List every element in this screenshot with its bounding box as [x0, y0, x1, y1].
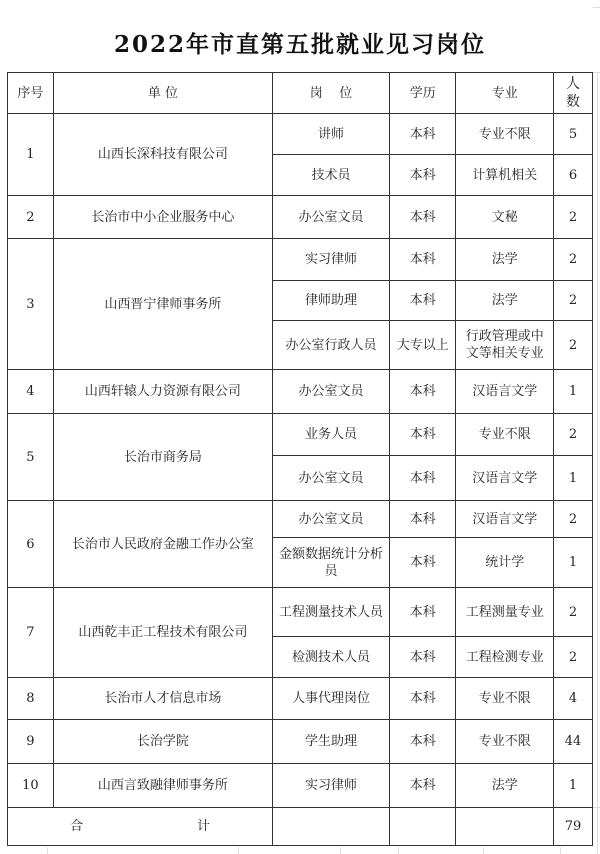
cell-position: 工程测量技术人员	[272, 588, 389, 637]
gridline	[560, 847, 561, 854]
cell-position: 检测技术人员	[272, 637, 389, 678]
cell-education: 本科	[389, 281, 456, 321]
gridline	[483, 847, 484, 854]
table-row	[8, 114, 593, 155]
cell-major: 工程检测专业	[456, 637, 554, 678]
cell-count: 1	[553, 370, 592, 414]
cell-seq: 3	[8, 239, 54, 370]
gridline	[398, 847, 399, 854]
table-row	[8, 196, 593, 239]
cell-major: 法学	[456, 239, 554, 281]
cell-education: 本科	[389, 456, 456, 501]
cell-major: 统计学	[456, 538, 554, 588]
cell-unit: 长治市人民政府金融工作办公室	[53, 501, 272, 588]
cell-position: 学生助理	[272, 720, 389, 764]
cell-major: 汉语言文学	[456, 456, 554, 501]
cell-seq: 4	[8, 370, 54, 414]
cell-major: 法学	[456, 281, 554, 321]
cell-seq: 7	[8, 588, 54, 678]
cell-education: 本科	[389, 720, 456, 764]
cell-position: 业务人员	[272, 414, 389, 456]
header-unit: 单 位	[53, 73, 272, 114]
cell-count: 2	[553, 414, 592, 456]
total-major	[456, 808, 554, 846]
cell-position: 人事代理岗位	[272, 678, 389, 720]
cell-seq: 6	[8, 501, 54, 588]
cell-position: 律师助理	[272, 281, 389, 321]
header-seq: 序号	[8, 73, 54, 114]
header-row	[8, 73, 593, 114]
gridline	[47, 847, 48, 854]
cell-position: 办公室文员	[272, 196, 389, 239]
cell-count: 5	[553, 114, 592, 155]
table-row	[8, 414, 593, 456]
gridline	[340, 847, 341, 854]
cell-education: 本科	[389, 764, 456, 808]
total-row	[8, 808, 593, 846]
total-label-right: 计	[196, 819, 210, 834]
header-count	[553, 73, 592, 114]
cell-major: 汉语言文学	[456, 501, 554, 538]
cell-unit: 山西晋宁律师事务所	[53, 239, 272, 370]
cell-education: 本科	[389, 239, 456, 281]
cell-major: 文秘	[456, 196, 554, 239]
cell-count: 2	[553, 321, 592, 370]
cell-seq: 8	[8, 678, 54, 720]
cell-count: 2	[553, 281, 592, 321]
cell-education: 本科	[389, 637, 456, 678]
cell-count: 44	[553, 720, 592, 764]
cell-major: 专业不限	[456, 114, 554, 155]
cell-count: 2	[553, 239, 592, 281]
gridline	[593, 7, 600, 8]
cell-count: 4	[553, 678, 592, 720]
cell-education: 本科	[389, 588, 456, 637]
cell-education: 本科	[389, 370, 456, 414]
page-title: 2022年市直第五批就业见习岗位	[113, 31, 486, 58]
cell-position: 办公室文员	[272, 456, 389, 501]
cell-position: 办公室行政人员	[272, 321, 389, 370]
total-label	[8, 808, 273, 846]
cell-education: 本科	[389, 414, 456, 456]
cell-count: 1	[553, 538, 592, 588]
cell-education: 本科	[389, 501, 456, 538]
cell-position: 金额数据统计分析员	[272, 538, 389, 588]
cell-education: 本科	[389, 196, 456, 239]
cell-count: 2	[553, 196, 592, 239]
header-position: 岗 位	[272, 73, 389, 114]
header-major: 专业	[456, 73, 554, 114]
cell-unit: 山西乾丰正工程技术有限公司	[53, 588, 272, 678]
table-row	[8, 501, 593, 538]
cell-position: 实习律师	[272, 239, 389, 281]
cell-count: 2	[553, 501, 592, 538]
cell-count: 1	[553, 764, 592, 808]
cell-education: 大专以上	[389, 321, 456, 370]
cell-unit: 山西轩辕人力资源有限公司	[53, 370, 272, 414]
cell-unit: 长治市人才信息市场	[53, 678, 272, 720]
total-label-left: 合	[70, 819, 84, 834]
table-row	[8, 588, 593, 637]
cell-position: 办公室文员	[272, 501, 389, 538]
total-count: 79	[553, 808, 592, 846]
cell-seq: 5	[8, 414, 54, 501]
cell-major: 工程测量专业	[456, 588, 554, 637]
gridline	[238, 847, 239, 854]
cell-major: 汉语言文学	[456, 370, 554, 414]
cell-position: 讲师	[272, 114, 389, 155]
cell-education: 本科	[389, 538, 456, 588]
table-row	[8, 720, 593, 764]
gridline	[593, 807, 600, 808]
cell-count: 1	[553, 456, 592, 501]
cell-major: 计算机相关	[456, 155, 554, 196]
cell-unit: 山西长深科技有限公司	[53, 114, 272, 196]
total-position	[272, 808, 389, 846]
table-row	[8, 678, 593, 720]
cell-major: 专业不限	[456, 720, 554, 764]
job-positions-table	[7, 72, 593, 846]
cell-unit: 山西言致融律师事务所	[53, 764, 272, 808]
total-education	[389, 808, 456, 846]
cell-major: 专业不限	[456, 678, 554, 720]
table-row	[8, 239, 593, 281]
header-education: 学历	[389, 73, 456, 114]
cell-count: 2	[553, 588, 592, 637]
cell-unit: 长治市商务局	[53, 414, 272, 501]
table-row	[8, 764, 593, 808]
cell-education: 本科	[389, 114, 456, 155]
cell-education: 本科	[389, 155, 456, 196]
cell-position: 实习律师	[272, 764, 389, 808]
cell-count: 6	[553, 155, 592, 196]
cell-major: 专业不限	[456, 414, 554, 456]
header-count-line1: 人	[565, 76, 580, 92]
table-row	[8, 370, 593, 414]
cell-major: 行政管理或中文等相关专业	[456, 321, 554, 370]
cell-unit: 长治市中小企业服务中心	[53, 196, 272, 239]
cell-seq: 10	[8, 764, 54, 808]
cell-seq: 9	[8, 720, 54, 764]
cell-unit: 长治学院	[53, 720, 272, 764]
gridline	[597, 72, 598, 854]
cell-position: 技术员	[272, 155, 389, 196]
header-count-line2: 数	[565, 94, 580, 110]
cell-seq: 2	[8, 196, 54, 239]
cell-seq: 1	[8, 114, 54, 196]
cell-major: 法学	[456, 764, 554, 808]
cell-position: 办公室文员	[272, 370, 389, 414]
cell-count: 2	[553, 637, 592, 678]
cell-education: 本科	[389, 678, 456, 720]
